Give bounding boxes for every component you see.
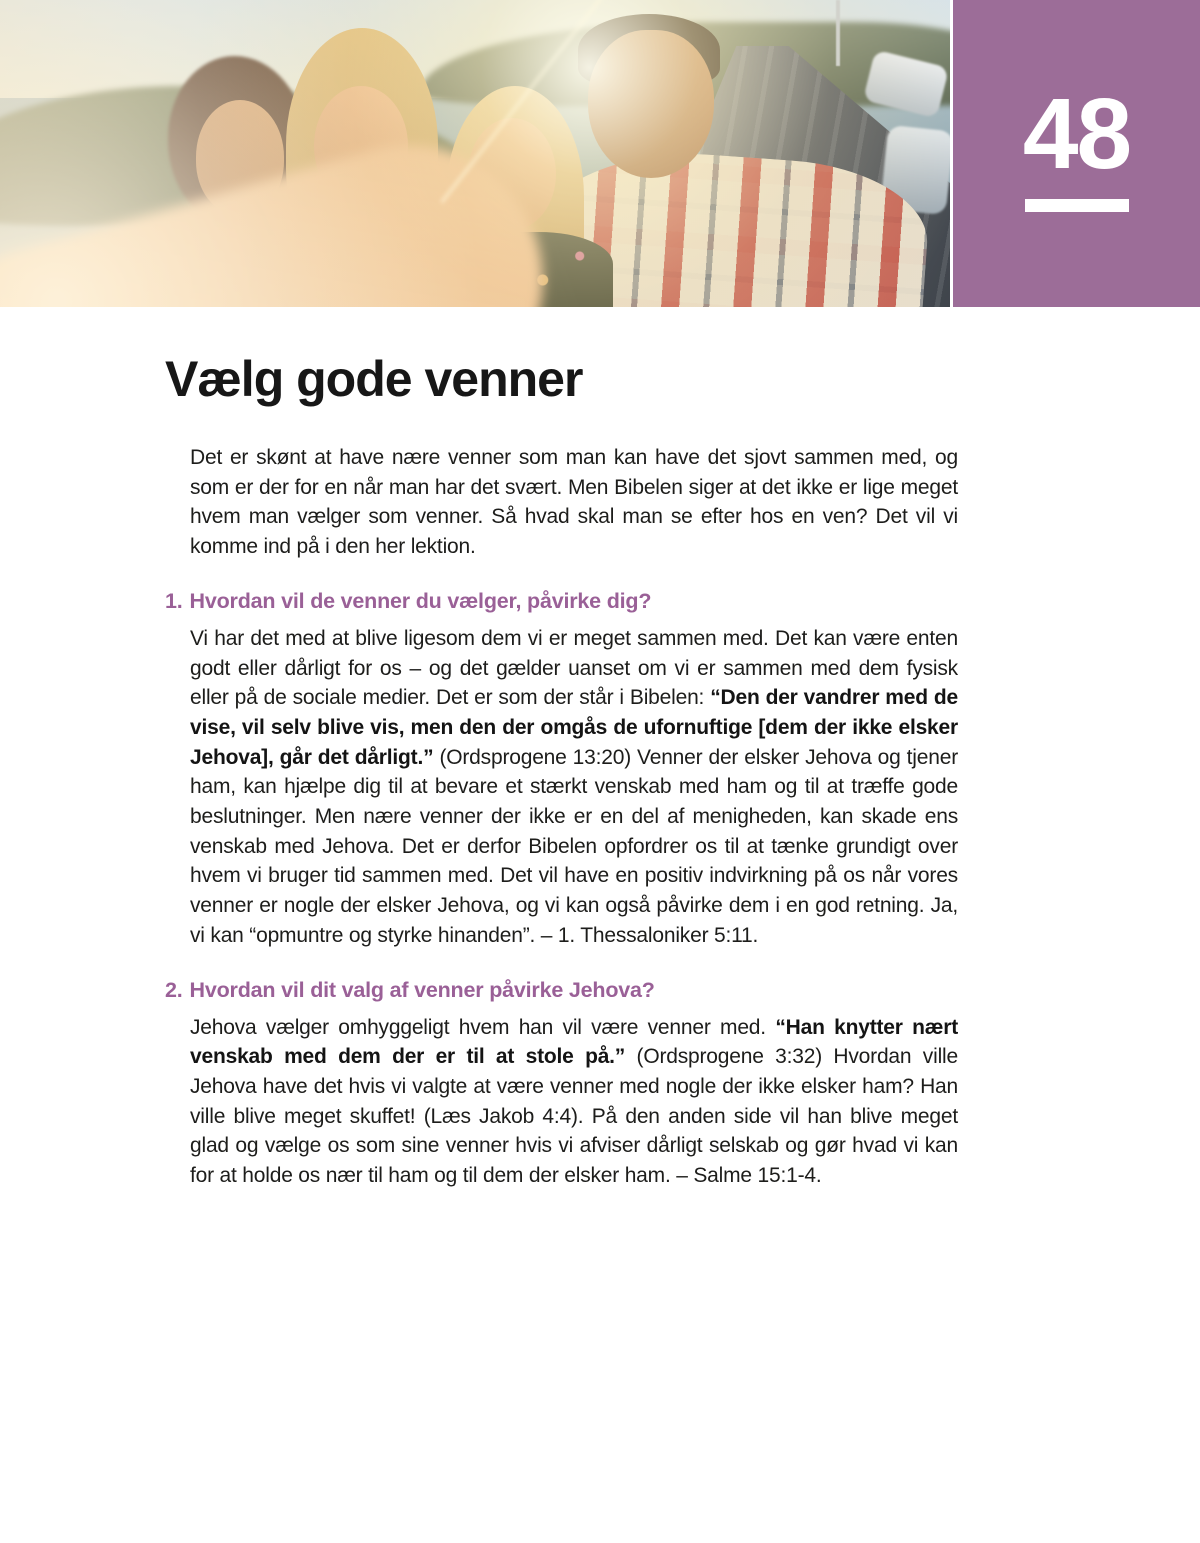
lesson-number-badge bbox=[953, 0, 1200, 307]
question-2-heading bbox=[165, 978, 958, 1003]
paragraph-1: Vi har det med at blive ligesom dem vi er meget sammen med. Det kan være enten godt eller dårligt for os – og det gælder uanset om vi er sammen med dem fysisk eller på de sociale medier. Det er som der står i Bibelen: “Den der vandrer med de vise, vil selv blive vis, men den der omgås de ufornuftige [dem der ikke elsker Jehova], går det dårligt.” (Ordsprogene 13:20) Venner der elsker Jehova og tjener ham, kan hjælpe dig til at bevare et stærkt venskab med ham og til at træffe gode beslutninger. Men nære venner der ikke er en del af menigheden, kan skade ens venskab med Jehova. Det er derfor Bibelen opfordrer os til at tænke grundigt over hvem vi bruger tid sammen med. Det vil have en positiv indvirkning på os når vores venner er nogle der elsker Jehova, og vi kan også påvirke dem i en god retning. Ja, vi kan “opmuntre og styrke hinanden”. – 1. Thessaloniker 5:11. bbox=[190, 626, 959, 947]
question-2-number: 2. bbox=[165, 977, 183, 1002]
lesson-content bbox=[0, 307, 1200, 1191]
badge-underline-bar bbox=[1025, 199, 1129, 212]
paragraph-2: Jehova vælger omhyggeligt hvem han vil være venner med. “Han knytter nært venskab med dem der er til at stole på.” (Ordsprogene 3:32) Hvordan ville Jehova have det hvis vi valgte at være venner med nogle der ikke elsker ham? Han ville blive meget skuffet! (Læs Jakob 4:4). På den anden side vil han blive meget glad og vælge os som sine venner hvis vi afviser dårligt selskab og gør hvad vi kan for at holde os nær til ham og til dem der elsker ham. – Salme 15:1-4. bbox=[190, 1015, 958, 1188]
question-2-text: Hvordan vil dit valg af venner påvirke Jehova? bbox=[189, 977, 655, 1002]
lesson-number: 48 bbox=[1022, 78, 1131, 190]
lesson-section-1 bbox=[165, 589, 958, 951]
lesson-section-2 bbox=[165, 978, 958, 1191]
hero-photo bbox=[0, 0, 950, 307]
hero-banner bbox=[0, 0, 1200, 307]
question-1-number: 1. bbox=[165, 588, 183, 613]
intro-paragraph: Det er skønt at have nære venner som man kan have det sjovt sammen med, og som er der for en når man har det svært. Men Bibelen siger at det ikke er lige meget hvem man vælger som venner. Så hvad skal man se efter hos en ven? Det vil vi komme ind på i den her lektion. bbox=[190, 446, 958, 559]
question-1-heading bbox=[165, 589, 958, 614]
photo-sun-flare bbox=[0, 0, 950, 307]
question-1-text: Hvordan vil de venner du vælger, påvirke dig? bbox=[189, 588, 652, 613]
lesson-title: Vælg gode venner bbox=[165, 351, 583, 407]
